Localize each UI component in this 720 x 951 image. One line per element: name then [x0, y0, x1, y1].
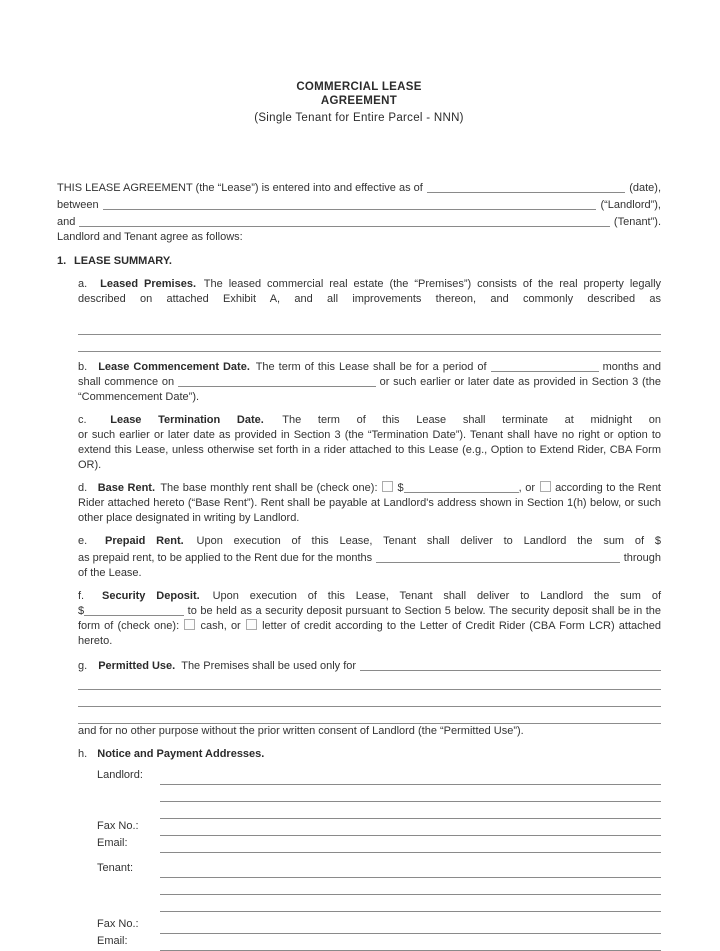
- item-g-line1: [78, 657, 661, 674]
- email-label: Email:: [97, 837, 128, 849]
- letter-of-credit-checkbox[interactable]: [246, 619, 257, 630]
- base-rent-amount-field[interactable]: [404, 482, 519, 493]
- intro-paragraph: [57, 179, 661, 245]
- item-d-base-rent: [78, 481, 661, 526]
- landlord-fax-field[interactable]: [160, 819, 661, 836]
- tenant-address-row: [97, 878, 661, 895]
- item-b-text2: months and shall commence on: [78, 361, 662, 388]
- item-e-text3: of the Lease.: [78, 567, 142, 579]
- item-g-permitted-use: [78, 657, 661, 739]
- item-c-line1-text: The term of this Lease shall terminate at midnight on: [282, 414, 661, 426]
- prepaid-rent-months-field[interactable]: [376, 551, 620, 563]
- dollar-sign: $: [397, 482, 404, 494]
- landlord-address-line-1[interactable]: [160, 768, 661, 785]
- tenant-email-field[interactable]: [160, 934, 661, 951]
- item-d-title: Base Rent.: [97, 482, 156, 494]
- section-number: 1.: [57, 255, 67, 267]
- effective-date-field[interactable]: [427, 181, 625, 193]
- item-b-lease-commencement-date: [78, 360, 661, 405]
- item-g-text1: The Premises shall be used only for: [181, 660, 357, 672]
- dollar-sign: $: [78, 605, 85, 617]
- landlord-name-field[interactable]: [103, 198, 597, 210]
- permitted-use-field[interactable]: [360, 659, 661, 671]
- fax-label: Fax No.:: [97, 918, 139, 930]
- item-e-prepaid-rent: [78, 534, 661, 581]
- item-f-letter: f.: [78, 590, 85, 602]
- address-block: [97, 768, 661, 951]
- document-subtitle: (Single Tenant for Entire Parcel - NNN): [254, 112, 464, 124]
- landlord-address-line-2[interactable]: [160, 785, 661, 802]
- intro-line-2: [57, 196, 661, 213]
- email-label: Email:: [97, 935, 128, 947]
- section-1-heading: [57, 254, 661, 269]
- item-d-paragraph: [78, 481, 661, 526]
- item-h-notice-payment-addresses: [78, 747, 661, 762]
- tenant-email-row: [97, 934, 661, 951]
- item-d-text3: according to the Rent Rider attached hereto (“Base Rent”). Rent shall be payable at Landlord's address shown in Section 1(h) below, or such other place designated in writing by Landlord.: [78, 482, 661, 524]
- item-a-leased-premises: [78, 277, 661, 352]
- item-b-title: Lease Commencement Date.: [98, 361, 250, 373]
- cash-checkbox[interactable]: [184, 619, 195, 630]
- item-f-line1: [78, 589, 661, 604]
- tenant-label: Tenant:: [97, 862, 134, 874]
- landlord-address-row: [97, 785, 661, 802]
- item-a-title: Leased Premises.: [100, 278, 197, 290]
- intro-line3-suffix: (Tenant”).: [613, 216, 661, 228]
- item-h-heading: [78, 747, 661, 762]
- item-h-letter: h.: [78, 748, 88, 760]
- lease-term-months-field[interactable]: [491, 361, 599, 372]
- rent-rider-checkbox[interactable]: [540, 481, 551, 492]
- tenant-address-line-2[interactable]: [160, 878, 661, 895]
- base-rent-amount-checkbox[interactable]: [382, 481, 393, 492]
- item-f-paragraph: [78, 604, 661, 649]
- tenant-address-row: [97, 895, 661, 912]
- item-b-paragraph: [78, 360, 661, 405]
- item-f-title: Security Deposit.: [102, 590, 200, 602]
- landlord-fax-row: [97, 819, 661, 836]
- permitted-use-line-3[interactable]: [78, 707, 661, 724]
- item-d-text2: , or: [518, 482, 536, 494]
- item-e-title: Prepaid Rent.: [105, 535, 184, 547]
- item-d-text1: The base monthly rent shall be (check one):: [160, 482, 378, 494]
- item-f-security-deposit: [78, 589, 661, 649]
- item-c-line1: [78, 413, 661, 428]
- item-e-text1: as prepaid rent, to be applied to the Rent due for the months: [78, 552, 373, 564]
- section-title: LEASE SUMMARY.: [74, 255, 172, 267]
- tenant-fax-field[interactable]: [160, 917, 661, 934]
- item-e-line2: [78, 549, 661, 566]
- item-g-letter: g.: [78, 660, 88, 672]
- intro-line1-suffix: (date),: [629, 182, 661, 194]
- intro-closing: Landlord and Tenant agree as follows:: [57, 231, 243, 243]
- item-e-text2: through: [623, 552, 661, 564]
- document-title-line1: COMMERCIAL LEASE: [296, 81, 422, 93]
- tenant-address-row: [97, 861, 661, 878]
- landlord-label: Landlord:: [97, 769, 143, 781]
- landlord-email-row: [97, 836, 661, 853]
- premises-description-line-2[interactable]: [78, 335, 661, 352]
- item-b-text1: The term of this Lease shall be for a period of: [255, 361, 487, 373]
- landlord-email-field[interactable]: [160, 836, 661, 853]
- landlord-address-row: [97, 802, 661, 819]
- item-d-letter: d.: [78, 482, 88, 494]
- landlord-address-row: [97, 768, 661, 785]
- item-f-line1-text: Upon execution of this Lease, Tenant shall deliver to Landlord the sum of: [212, 590, 661, 602]
- item-g-text2: and for no other purpose without the prior written consent of Landlord (the “Permitted Use”).: [78, 725, 524, 737]
- item-a-paragraph: [78, 277, 661, 307]
- item-c-body: or such earlier or later date as provided in Section 3 (the “Termination Date”). Tenant shall have no right or option to extend this Lease, unless otherwise set forth in a rider attached to this Lease (e.g., Option to Extend Rider, CBA Form OR).: [78, 429, 661, 471]
- item-c-letter: c.: [78, 414, 87, 426]
- intro-line1-text: THIS LEASE AGREEMENT (the “Lease”) is entered into and effective as of: [57, 182, 423, 194]
- commencement-date-field[interactable]: [178, 376, 376, 387]
- document-title-line2: AGREEMENT: [320, 95, 398, 107]
- tenant-name-field[interactable]: [79, 215, 610, 227]
- intro-line3-text: and: [57, 216, 76, 228]
- permitted-use-line-2[interactable]: [78, 690, 661, 707]
- security-deposit-amount-field[interactable]: [84, 605, 184, 616]
- item-f-text1: to be held as a security deposit pursuant to Section 5 below. The security deposit shall be in the form of (check one):: [78, 605, 661, 632]
- title-block: [57, 80, 661, 126]
- tenant-fax-row: [97, 917, 661, 934]
- premises-description-line-1[interactable]: [78, 319, 661, 335]
- item-e-letter: e.: [78, 535, 88, 547]
- item-a-letter: a.: [78, 278, 88, 290]
- item-a-body: The leased commercial real estate (the “Premises”) consists of the real property legally described on attached Exhibit A, and all improvements thereon, and commonly described as: [78, 278, 662, 305]
- item-f-text2: cash, or: [200, 620, 241, 632]
- intro-line2-suffix: (“Landlord”),: [600, 199, 661, 211]
- tenant-address-line-3[interactable]: [160, 895, 661, 912]
- intro-line-3: [57, 213, 661, 230]
- fax-label: Fax No.:: [97, 820, 139, 832]
- item-h-title: Notice and Payment Addresses.: [97, 748, 265, 760]
- item-b-text3: or such earlier or later date as provided in Section 3 (the “Commencement Date”).: [78, 376, 661, 403]
- tenant-address-line-1[interactable]: [160, 861, 661, 878]
- item-g-title: Permitted Use.: [98, 660, 176, 672]
- item-f-text3: letter of credit according to the Letter of Credit Rider (CBA Form LCR) attached hereto.: [78, 620, 661, 647]
- item-c-title: Lease Termination Date.: [110, 414, 264, 426]
- intro-line-1: [57, 179, 661, 196]
- item-c-lease-termination-date: [78, 413, 661, 473]
- landlord-address-line-3[interactable]: [160, 802, 661, 819]
- item-e-line1: [78, 534, 661, 549]
- item-b-letter: b.: [78, 361, 88, 373]
- permitted-use-line-1[interactable]: [78, 674, 661, 690]
- intro-line2-text: between: [57, 199, 99, 211]
- item-e-line1-text: Upon execution of this Lease, Tenant shall deliver to Landlord the sum of $: [196, 535, 662, 547]
